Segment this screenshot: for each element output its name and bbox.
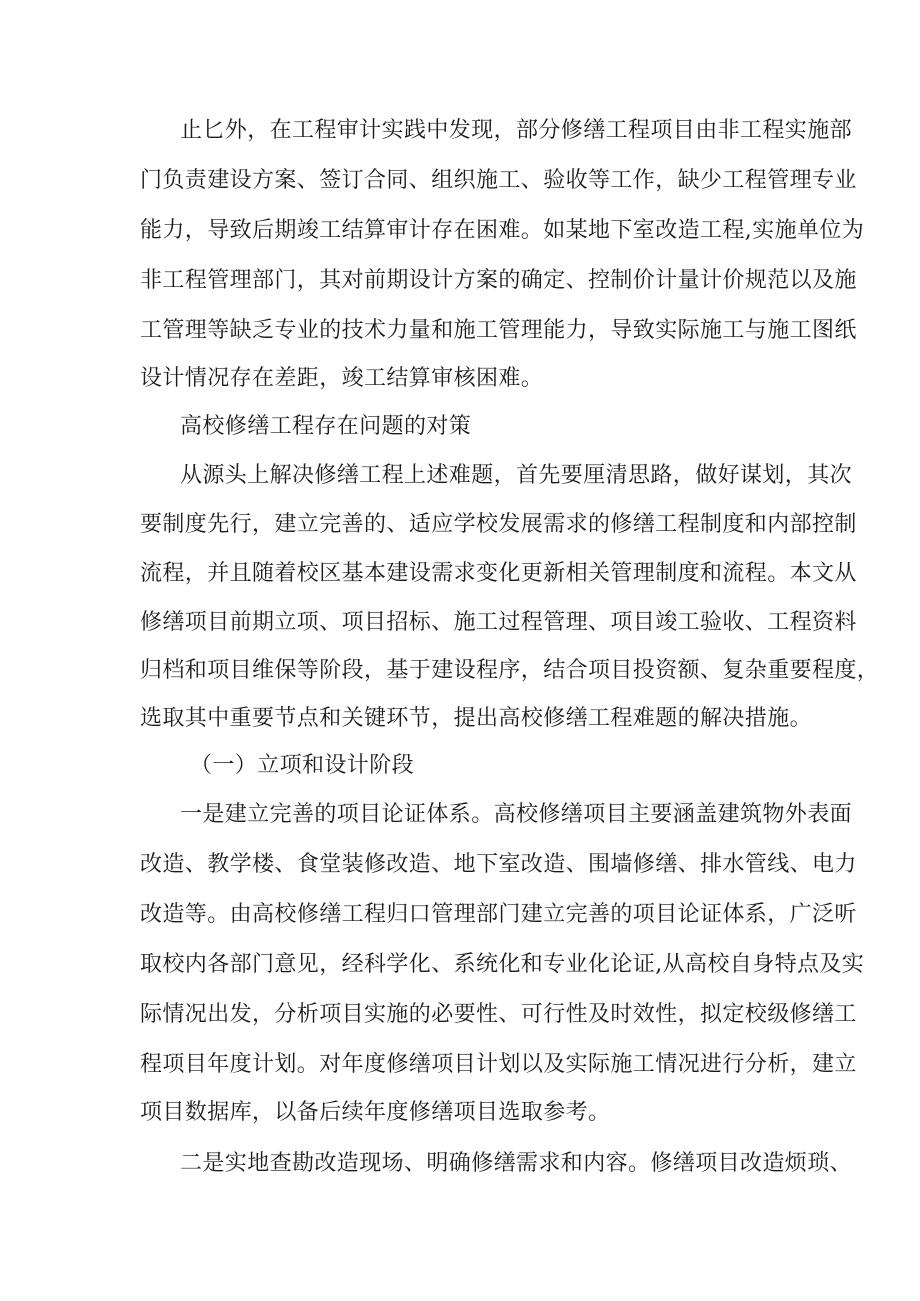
paragraph-1-line-6: 设计情况存在差距，竣工结算审核困难。	[140, 366, 544, 391]
paragraph-1-line-4: 非工程管理部门，其对前期设计方案的确定、控制价计量计价规范以及施	[140, 268, 857, 293]
paragraph-2-line-6: 选取其中重要节点和关键环节，提出高校修缮工程难题的解决措施。	[140, 706, 813, 731]
paragraph-3-line-3: 改造等。由高校修缮工程归口管理部门建立完善的项目论证体系，广泛听	[140, 902, 857, 927]
paragraph-1-line-5: 工管理等缺乏专业的技术力量和施工管理能力，导致实际施工与施工图纸	[140, 318, 857, 343]
paragraph-1-line-2: 门负责建设方案、签订合同、组织施工、验收等工作，缺少工程管理专业	[140, 168, 857, 193]
paragraph-3-line-7: 项目数据库，以备后续年度修缮项目选取参考。	[140, 1100, 611, 1125]
paragraph-2-line-4: 修缮项目前期立项、项目招标、施工过程管理、项目竣工验收、工程资料	[140, 610, 857, 635]
paragraph-2-line-2: 要制度先行，建立完善的、适应学校发展需求的修缮工程制度和内部控制	[140, 512, 857, 537]
section-heading: 高校修缮工程存在问题的对策	[180, 414, 472, 439]
paragraph-1-line-1: 止匕外，在工程审计实践中发现，部分修缮工程项目由非工程实施部	[180, 118, 853, 143]
paragraph-3-line-1: 一是建立完善的项目论证体系。高校修缮项目主要涵盖建筑物外表面	[180, 802, 853, 827]
paragraph-3-line-5: 际情况出发，分析项目实施的必要性、可行性及时效性，拟定校级修缮工	[140, 1002, 857, 1027]
paragraph-2-line-5: 归档和项目维保等阶段，基于建设程序，结合项目投资额、复杂重要程度，	[140, 658, 880, 683]
subsection-heading: （一）立项和设计阶段	[190, 753, 415, 778]
paragraph-1-line-3: 能力，导致后期竣工结算审计存在困难。如某地下室改造工程,实施单位为	[140, 218, 865, 243]
paragraph-4-line-1: 二是实地查勘改造现场、明确修缮需求和内容。修缮项目改造烦琐、	[180, 1151, 853, 1176]
paragraph-2-line-1: 从源头上解决修缮工程上述难题，首先要厘清思路，做好谋划，其次	[180, 463, 853, 488]
paragraph-2-line-3: 流程，并且随着校区基本建设需求变化更新相关管理制度和流程。本文从	[140, 561, 857, 586]
paragraph-3-line-6: 程项目年度计划。对年度修缮项目计划以及实际施工情况进行分析，建立	[140, 1052, 857, 1077]
paragraph-3-line-4: 取校内各部门意见，经科学化、系统化和专业化论证,从高校自身特点及实	[140, 952, 865, 977]
paragraph-3-line-2: 改造、教学楼、食堂装修改造、地下室改造、围墙修缮、排水管线、电力	[140, 852, 857, 877]
